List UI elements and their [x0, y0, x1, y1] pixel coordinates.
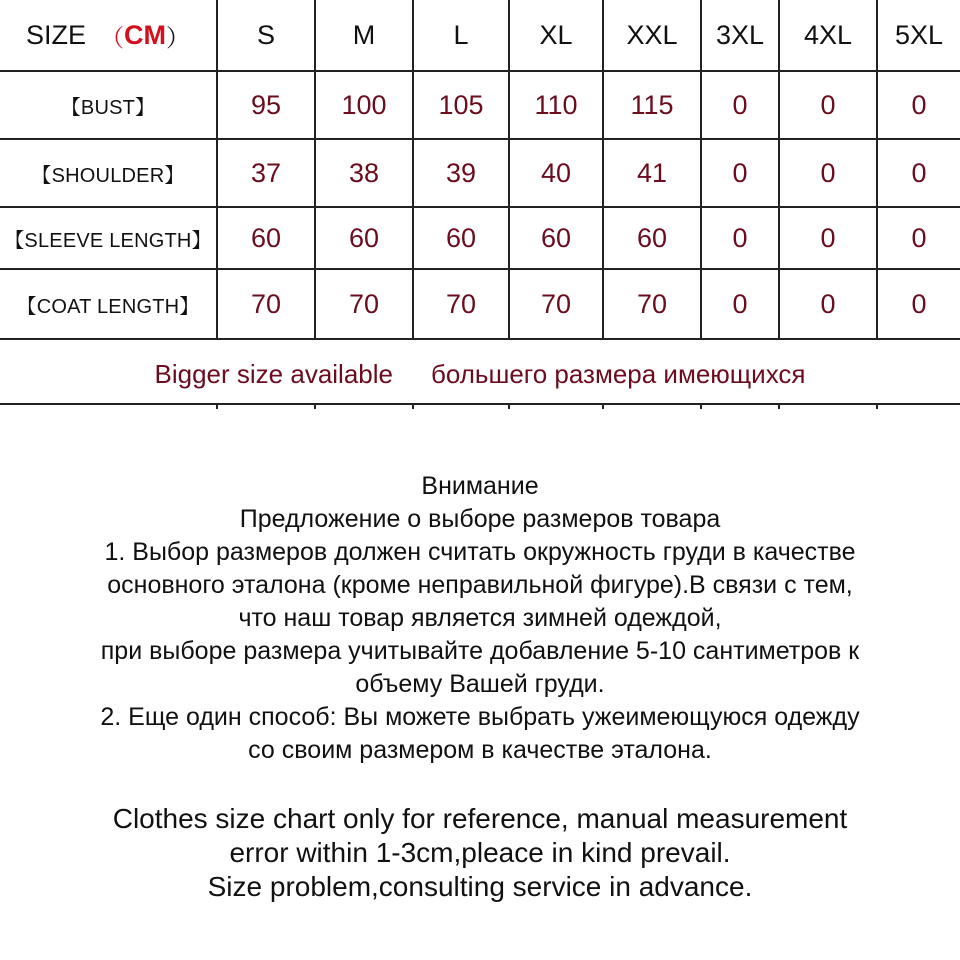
value-cell: 70	[445, 288, 477, 319]
value-cell: 60	[636, 222, 668, 253]
value-cell: 0	[732, 222, 748, 253]
notes-title: Внимание	[421, 472, 539, 500]
grid-line-vertical	[508, 0, 510, 338]
value-cell: 70	[540, 288, 572, 319]
value-cell: 0	[732, 89, 748, 120]
grid-line-horizontal	[0, 206, 960, 208]
value-cell: 0	[911, 288, 927, 319]
grid-line-horizontal	[0, 403, 960, 405]
value-cell: 115	[630, 89, 674, 120]
size-header-m: M	[352, 19, 376, 50]
sizing-notes-english	[0, 802, 960, 904]
grid-line-vertical	[876, 0, 878, 338]
row-label-shoulder: 【SHOULDER】	[31, 164, 185, 187]
grid-tick	[700, 403, 702, 409]
table-row-bust	[0, 72, 960, 138]
notes-line: что наш товар является зимней одеждой,	[238, 604, 722, 632]
size-header-xxl: XXL	[626, 19, 678, 50]
value-cell: 60	[540, 222, 572, 253]
notes-line: объему Вашей груди.	[355, 670, 605, 698]
size-header-s: S	[256, 19, 275, 50]
bigger-size-english: Bigger size available	[154, 358, 393, 389]
english-note-line: error within 1-3cm,pleace in kind prevail.	[229, 837, 731, 868]
grid-line-vertical	[778, 0, 780, 338]
value-cell: 60	[445, 222, 477, 253]
value-cell: 110	[534, 89, 578, 120]
value-cell: 0	[820, 89, 836, 120]
size-header-xl: XL	[539, 19, 573, 50]
row-label-coat-length: 【COAT LENGTH】	[16, 295, 200, 318]
table-header-row	[0, 0, 960, 70]
size-header-4xl: 4XL	[803, 19, 853, 50]
unit-close-paren: ）	[166, 24, 190, 52]
value-cell: 39	[445, 157, 477, 188]
grid-line-horizontal	[0, 268, 960, 270]
value-cell: 40	[540, 157, 572, 188]
value-cell: 37	[250, 157, 282, 188]
bigger-size-banner	[0, 345, 960, 403]
grid-line-vertical	[412, 0, 414, 338]
notes-line: 1. Выбор размеров должен считать окружность груди в качестве	[104, 538, 856, 566]
grid-tick	[508, 403, 510, 409]
grid-tick	[412, 403, 414, 409]
grid-tick	[216, 403, 218, 409]
value-cell: 0	[911, 222, 927, 253]
value-cell: 70	[348, 288, 380, 319]
notes-line: при выборе размера учитывайте добавление 5-10 сантиметров к	[100, 637, 860, 665]
grid-line-vertical	[700, 0, 702, 338]
value-cell: 105	[438, 89, 484, 120]
value-cell: 100	[341, 89, 387, 120]
notes-subtitle: Предложение о выборе размеров товара	[239, 505, 721, 533]
grid-line-vertical	[216, 0, 218, 338]
notes-line: основного эталона (кроме неправильной фигуре).В связи с тем,	[107, 571, 853, 599]
value-cell: 41	[636, 157, 668, 188]
size-header-l: L	[453, 19, 469, 50]
value-cell: 0	[732, 288, 748, 319]
english-note-line: Size problem,consulting service in advance.	[207, 871, 753, 902]
value-cell: 60	[250, 222, 282, 253]
size-header-5xl: 5XL	[894, 19, 944, 50]
value-cell: 0	[911, 157, 927, 188]
grid-line-horizontal	[0, 138, 960, 140]
value-cell: 70	[636, 288, 668, 319]
bigger-size-russian: большего размера имеющихся	[430, 358, 806, 389]
table-row-coat-length	[0, 270, 960, 338]
value-cell: 0	[732, 157, 748, 188]
notes-line: со своим размером в качестве эталона.	[248, 736, 712, 764]
grid-tick	[602, 403, 604, 409]
size-header-3xl: 3XL	[715, 19, 765, 50]
grid-tick	[314, 403, 316, 409]
table-row-shoulder	[0, 140, 960, 206]
grid-tick	[876, 403, 878, 409]
row-label-sleeve-length: 【SLEEVE LENGTH】	[4, 229, 212, 252]
size-unit-header	[0, 0, 216, 70]
value-cell: 60	[348, 222, 380, 253]
grid-line-horizontal	[0, 338, 960, 340]
row-label-bust: 【BUST】	[60, 96, 156, 119]
table-row-sleeve-length	[0, 208, 960, 268]
value-cell: 70	[250, 288, 282, 319]
notes-line: 2. Еще один способ: Вы можете выбрать ужеимеющуюся одежду	[100, 703, 860, 731]
value-cell: 0	[820, 222, 836, 253]
grid-line-vertical	[602, 0, 604, 338]
value-cell: 95	[250, 89, 282, 120]
english-note-line: Clothes size chart only for reference, manual measurement	[112, 803, 848, 834]
sizing-notes-russian	[0, 470, 960, 767]
unit-open-paren: （	[100, 24, 124, 52]
value-cell: 0	[820, 288, 836, 319]
grid-line-vertical	[314, 0, 316, 338]
grid-line-horizontal	[0, 70, 960, 72]
value-cell: 38	[348, 157, 380, 188]
value-cell: 0	[820, 157, 836, 188]
grid-tick	[778, 403, 780, 409]
size-label: SIZE	[25, 19, 86, 50]
unit-cm: CM	[124, 19, 166, 50]
value-cell: 0	[911, 89, 927, 120]
